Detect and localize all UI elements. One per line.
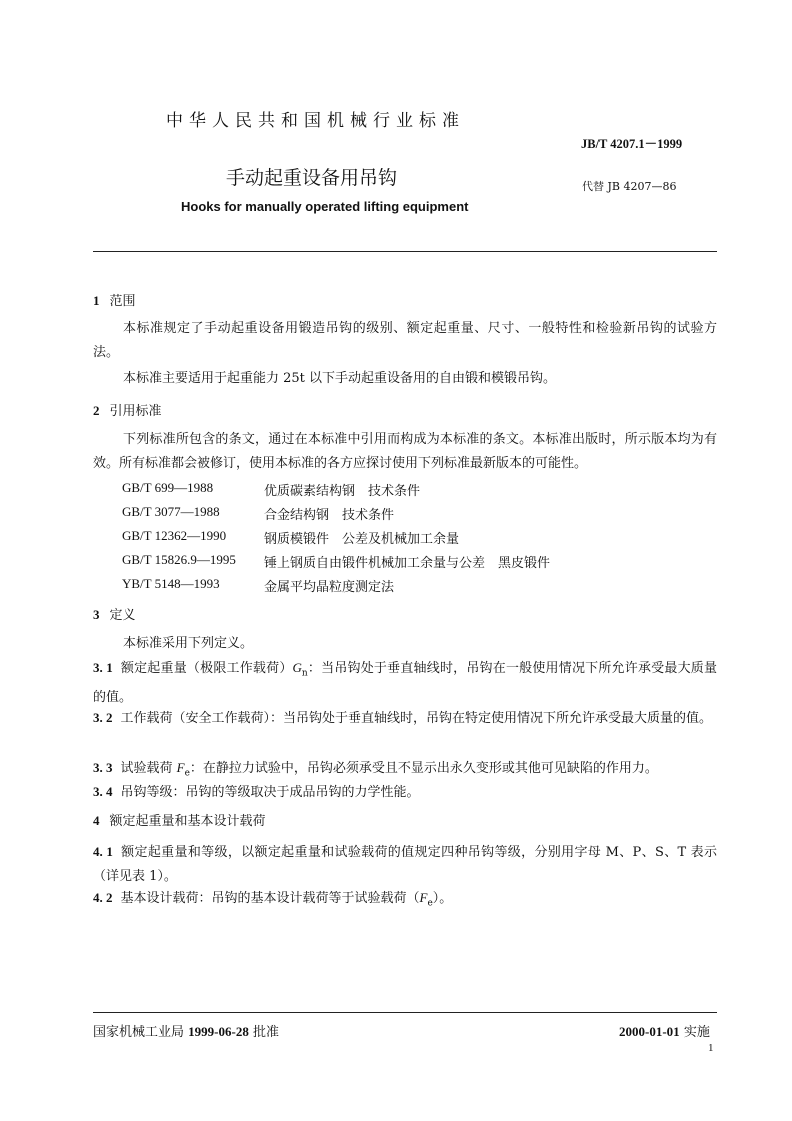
section-3-intro: 本标准采用下列定义。 (123, 636, 254, 651)
section-1-para-2: 本标准主要适用于起重能力 25t 以下手动起重设备用的自由锻和模锻吊钩。 (123, 371, 557, 386)
document-title: 手动起重设备用吊钩 (226, 167, 398, 189)
subscript: n (301, 668, 308, 679)
clause-text: ：在静拉力试验中，吊钩必须承受且不显示出永久变形或其他可见缺陷的作用力。 (189, 761, 658, 776)
english-title: Hooks for manually operated lifting equipment (181, 199, 469, 214)
replaces-note: 代替 JB 4207—86 (582, 180, 677, 193)
ref-name: 钢质模锻件 公差及机械加工余量 (264, 532, 460, 547)
issuer-name: 国家机械工业局 (93, 1025, 185, 1040)
clause-number: 3. 4 (93, 784, 113, 799)
section-2-para-1: 下列标准所包含的条文，通过在本标准中引用而构成为本标准的条文。本标准出版时，所示版本均为有效。所有标准都会被修订，使用本标准的各方应探讨使用下列标准最新版本的可能性。 (93, 432, 717, 471)
section-title: 额定起重量和基本设计载荷 (109, 814, 266, 829)
section-number: 3 (93, 607, 100, 622)
section-4-heading (93, 810, 266, 829)
ref-code: GB/T 699—1988 (122, 480, 214, 495)
section-title: 引用标准 (109, 404, 162, 419)
approve-date: 1999-06-28 (188, 1024, 249, 1039)
symbol-g: G (292, 660, 302, 675)
section-2-heading (93, 400, 162, 419)
clause-number: 4. 2 (93, 890, 113, 905)
clause-3-1 (93, 656, 717, 710)
section-title: 范围 (109, 294, 136, 309)
impl-label: 实施 (683, 1025, 710, 1040)
section-number: 2 (93, 403, 100, 418)
org-title: 中华人民共和国机械行业标准 (166, 111, 465, 131)
page-number: 1 (708, 1042, 714, 1054)
clause-3-2 (93, 706, 717, 731)
clause-number: 3. 3 (93, 760, 113, 775)
section-1-para-1: 本标准规定了手动起重设备用锻造吊钩的级别、额定起重量、尺寸、一般特性和检验新吊钩的试验方法。 (93, 321, 717, 360)
ref-code: GB/T 3077—1988 (122, 504, 220, 519)
clause-text: 吊钩等级：吊钩的等级取决于成品吊钩的力学性能。 (120, 785, 420, 800)
clause-text: 基本设计载荷：吊钩的基本设计载荷等于试验载荷（ (120, 891, 420, 906)
clause-text: ：当吊钩处于垂直轴线时，吊钩在一般使用情况下所允许承受最大质量的值。 (93, 661, 717, 705)
clause-3-4 (93, 780, 717, 805)
clause-text: 额定起重量（极限工作载荷） (120, 661, 293, 676)
ref-code: GB/T 15826.9—1995 (122, 552, 236, 567)
ref-code: GB/T 12362—1990 (122, 528, 227, 543)
ref-name: 金属平均晶粒度测定法 (264, 580, 395, 595)
section-title: 定义 (109, 608, 136, 623)
ref-name: 优质碳素结构钢 技术条件 (264, 484, 421, 499)
approve-label: 批准 (252, 1025, 279, 1040)
ref-code: YB/T 5148—1993 (122, 576, 220, 591)
clause-number: 4. 1 (93, 844, 113, 859)
symbol-f: F (176, 760, 185, 775)
subscript: e (427, 898, 433, 909)
subscript: e (184, 768, 190, 779)
section-number: 1 (93, 293, 100, 308)
clause-4-1 (93, 840, 717, 889)
clause-text: 额定起重量和等级，以额定起重量和试验载荷的值规定四种吊钩等级，分别用字母 M、P、S、T 表示（详见表 1）。 (93, 845, 718, 884)
clause-number: 3. 1 (93, 660, 113, 675)
clause-text: 试验载荷 (120, 761, 177, 776)
section-1-heading (93, 290, 136, 309)
clause-text: ）。 (432, 891, 453, 906)
standard-code: JB/T 4207.1－1999 (581, 137, 683, 151)
clause-text: 工作载荷（安全工作载荷）：当吊钩处于垂直轴线时，吊钩在特定使用情况下所允许承受最大质量的值。 (120, 711, 713, 726)
symbol-f: F (419, 890, 428, 905)
ref-name: 合金结构钢 技术条件 (264, 508, 395, 523)
section-number: 4 (93, 813, 100, 828)
footer-implementation (619, 1021, 710, 1040)
clause-number: 3. 2 (93, 710, 113, 725)
section-3-heading (93, 604, 136, 623)
footer-divider (93, 1012, 717, 1013)
clause-4-2 (93, 886, 717, 916)
ref-name: 锤上钢质自由锻件机械加工余量与公差 黑皮锻件 (264, 556, 551, 571)
footer-issuer (93, 1021, 279, 1040)
header-divider (93, 251, 717, 252)
impl-date: 2000-01-01 (619, 1024, 680, 1039)
